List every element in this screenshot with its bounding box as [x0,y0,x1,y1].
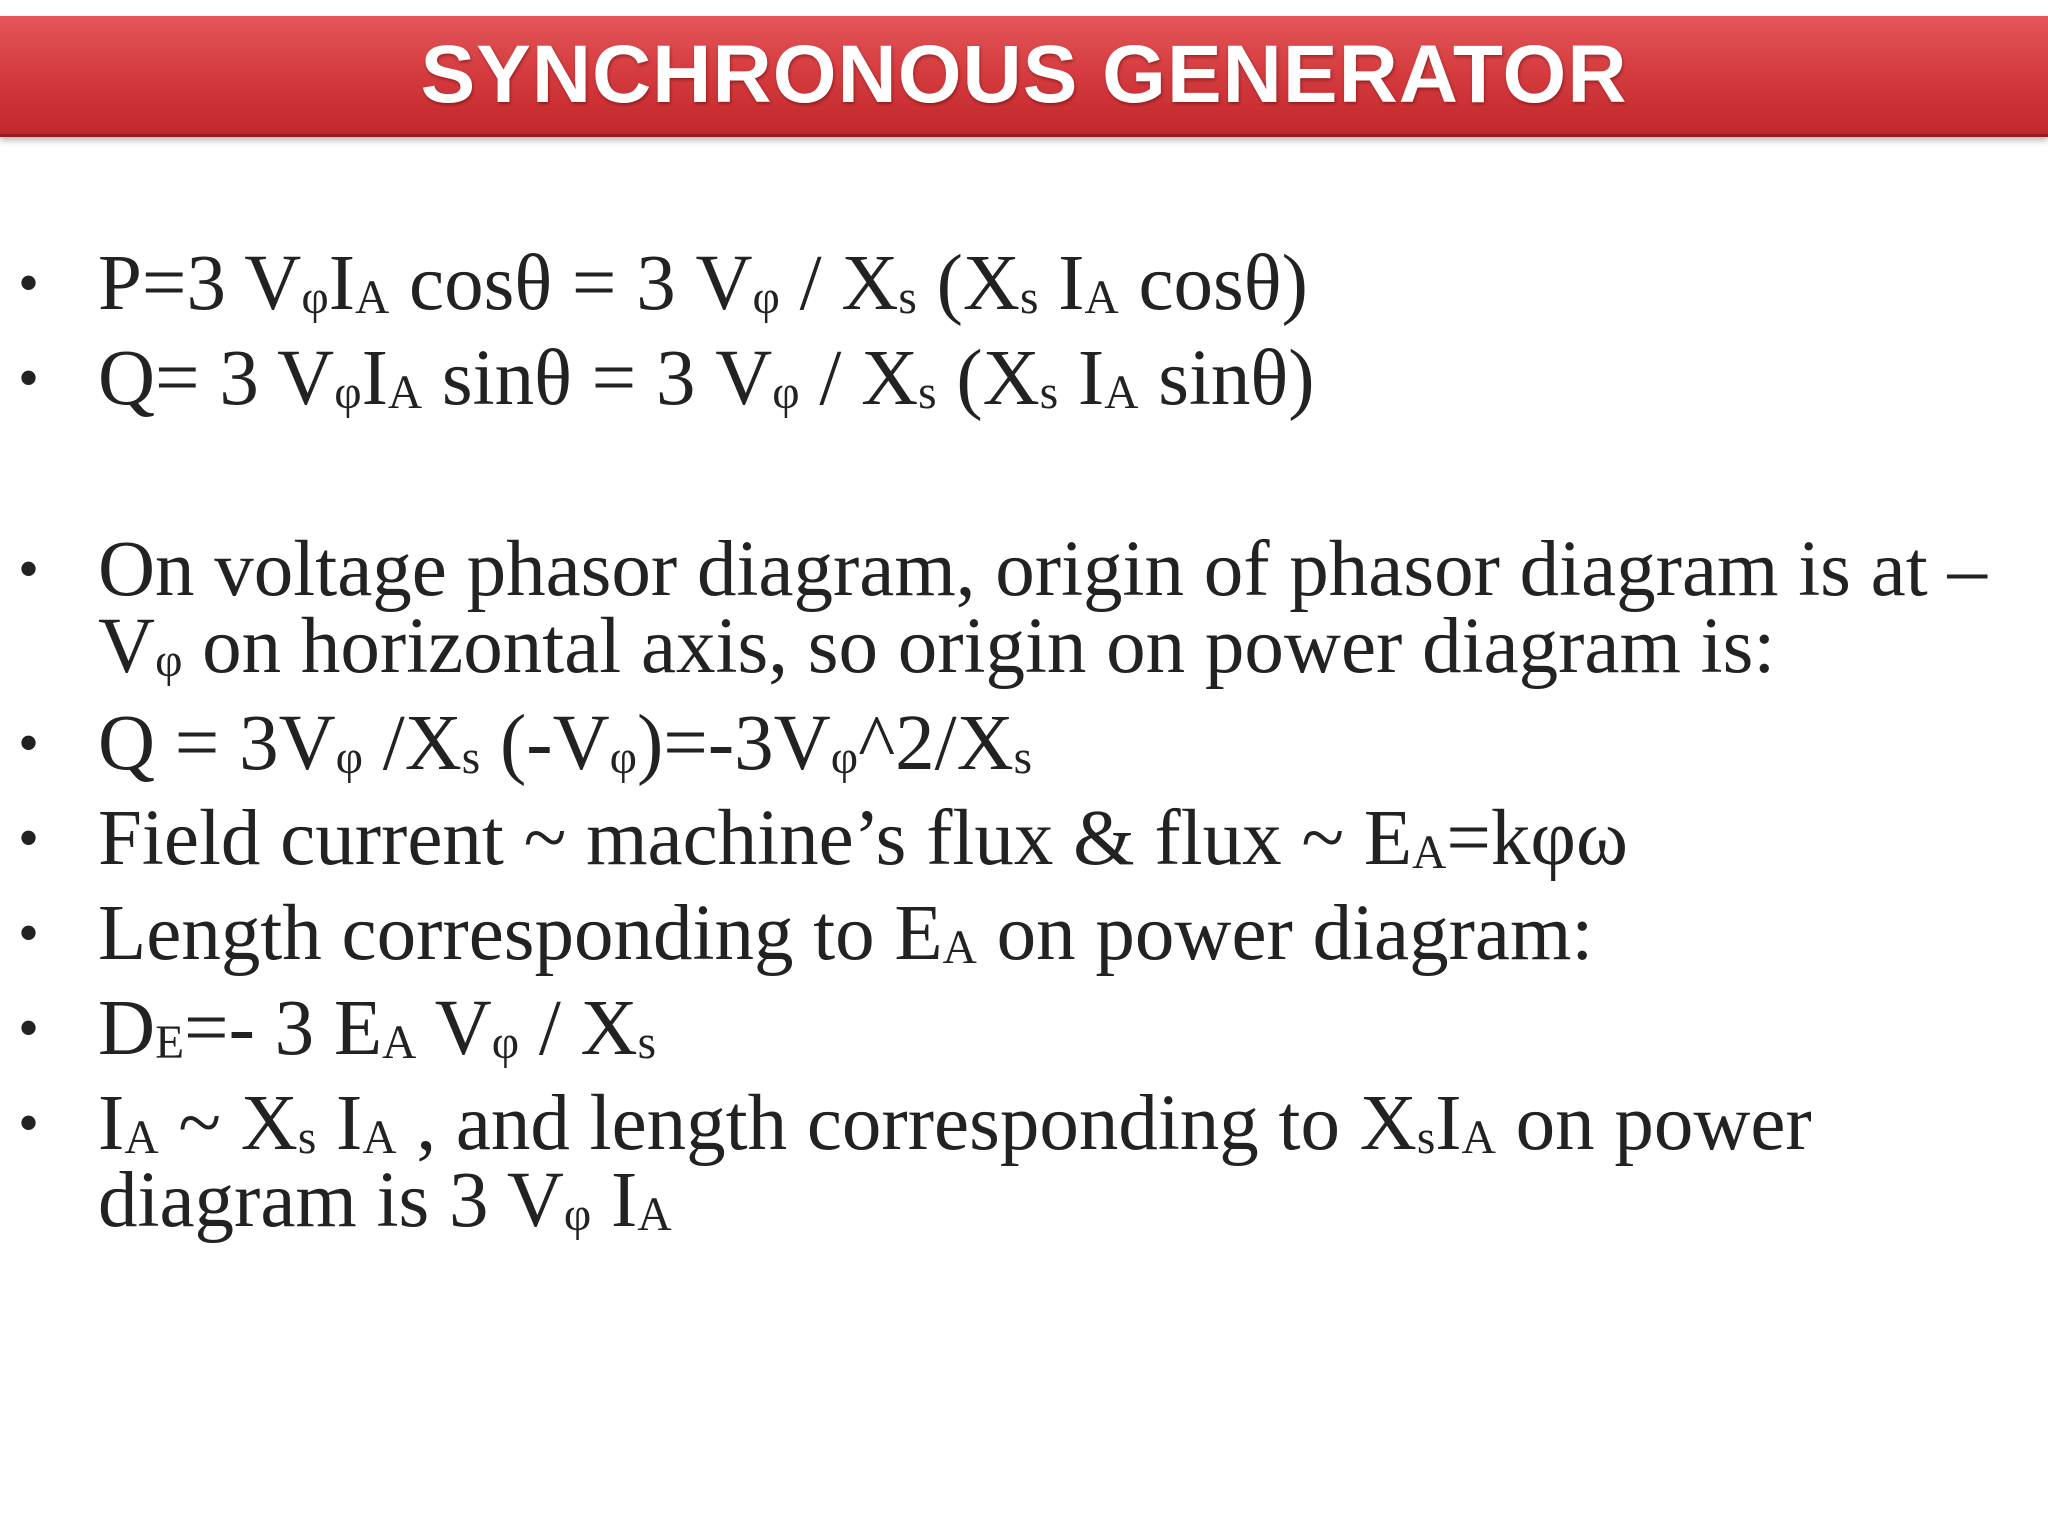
text-run: I [1038,240,1085,327]
bullet-text [98,700,2033,787]
subscript: A [1084,271,1119,324]
slide-title: SYNCHRONOUS GENERATOR [420,29,1628,120]
bullet-line [98,240,2033,327]
subscript: s [637,1016,657,1069]
text-run: (X [936,335,1040,422]
bullet-line [98,1080,2033,1167]
text-run: D [98,985,156,1072]
subscript: φ [830,731,859,784]
subscript: E [155,1016,185,1069]
text-run: I [98,1080,125,1167]
bullet-line [98,603,2033,690]
bullet-dot: • [18,710,40,776]
bullet-text [98,1080,2033,1244]
subscript: φ [491,1016,520,1069]
subscript: φ [155,634,183,687]
bullet-line [98,985,2033,1072]
text-run: on power [1495,1080,1812,1167]
bullet-line [98,890,2033,977]
subscript: s [461,731,481,784]
subscript: A [1412,826,1447,879]
subscript: s [1019,271,1039,324]
subscript: φ [609,731,637,784]
text-run: )=-3V [637,700,831,787]
text-run: I [591,1157,638,1244]
bullet-text [98,526,2033,690]
bullet-dot: • [18,995,40,1061]
bullet-line [98,1157,2033,1244]
text-run: I [361,335,388,422]
subscript: A [355,271,390,324]
bullet-dot: • [18,536,40,602]
text-run: Field current ~ machine’s flux & flux ~ E [98,795,1413,882]
subscript: s [1013,731,1033,784]
bullet-line [98,335,2033,422]
bullet-text [98,795,2033,882]
text-run: I [316,1080,363,1167]
text-run: ^2/X [858,700,1014,787]
text-run: / X [799,335,919,422]
text-run: I [1435,1080,1462,1167]
subscript: φ [335,731,364,784]
subscript: A [382,1016,417,1069]
bullet-text [98,335,2033,422]
text-run: I [328,240,356,327]
text-run: =kφω [1446,795,1628,882]
subscript: A [362,1111,397,1164]
text-run: , and length corresponding to X [396,1080,1417,1167]
subscript: A [124,1111,159,1164]
bullet-text [98,985,2033,1072]
text-run: cosθ) [1118,240,1308,327]
subscript: s [898,271,917,324]
subscript: φ [563,1188,592,1241]
text-run: /X [363,700,462,787]
text-run: V [98,603,156,690]
subscript: s [918,366,937,419]
subscript: A [1461,1111,1496,1164]
subscript: s [1039,366,1059,419]
text-run: sinθ) [1138,335,1315,422]
text-run: =- 3 E [184,985,383,1072]
text-run: on power diagram: [976,890,1594,977]
text-run: sinθ = 3 V [422,335,773,422]
bullet-dot: • [18,805,40,871]
subscript: A [1104,366,1139,419]
bullet-dot: • [18,345,40,411]
text-run: V [416,985,492,1072]
bullet-text [98,890,2033,977]
text-run: diagram is 3 V [98,1157,564,1244]
bullet-dot: • [18,900,40,966]
text-run: ~ X [158,1080,298,1167]
subscript: φ [334,366,362,419]
text-run: I [1058,335,1105,422]
text-run: on horizontal axis, so origin on power diagram is: [182,603,1776,690]
text-run: Length corresponding to E [98,890,943,977]
bullet-dot: • [18,1090,40,1156]
subscript: φ [772,366,800,419]
text-run: P=3 V [98,240,302,327]
bullet-text [98,240,2033,327]
subscript: A [637,1188,672,1241]
subscript: φ [752,271,780,324]
text-run: Q = 3V [98,700,336,787]
text-run: (X [916,240,1020,327]
bullet-dot: • [18,250,40,316]
text-run: / X [519,985,638,1072]
subscript: s [297,1111,317,1164]
bullet-line [98,700,2033,787]
text-run: cosθ = 3 V [389,240,753,327]
subscript: φ [301,271,329,324]
subscript: A [942,921,977,974]
bullet-line [98,795,2033,882]
text-run: On voltage phasor diagram, origin of phasor diagram is at – [98,526,1987,613]
bullet-line [98,526,2033,613]
subscript: A [387,366,423,419]
text-run: / X [779,240,899,327]
subscript: s [1416,1111,1436,1164]
text-run: (-V [480,700,610,787]
text-run: Q= 3 V [98,335,335,422]
